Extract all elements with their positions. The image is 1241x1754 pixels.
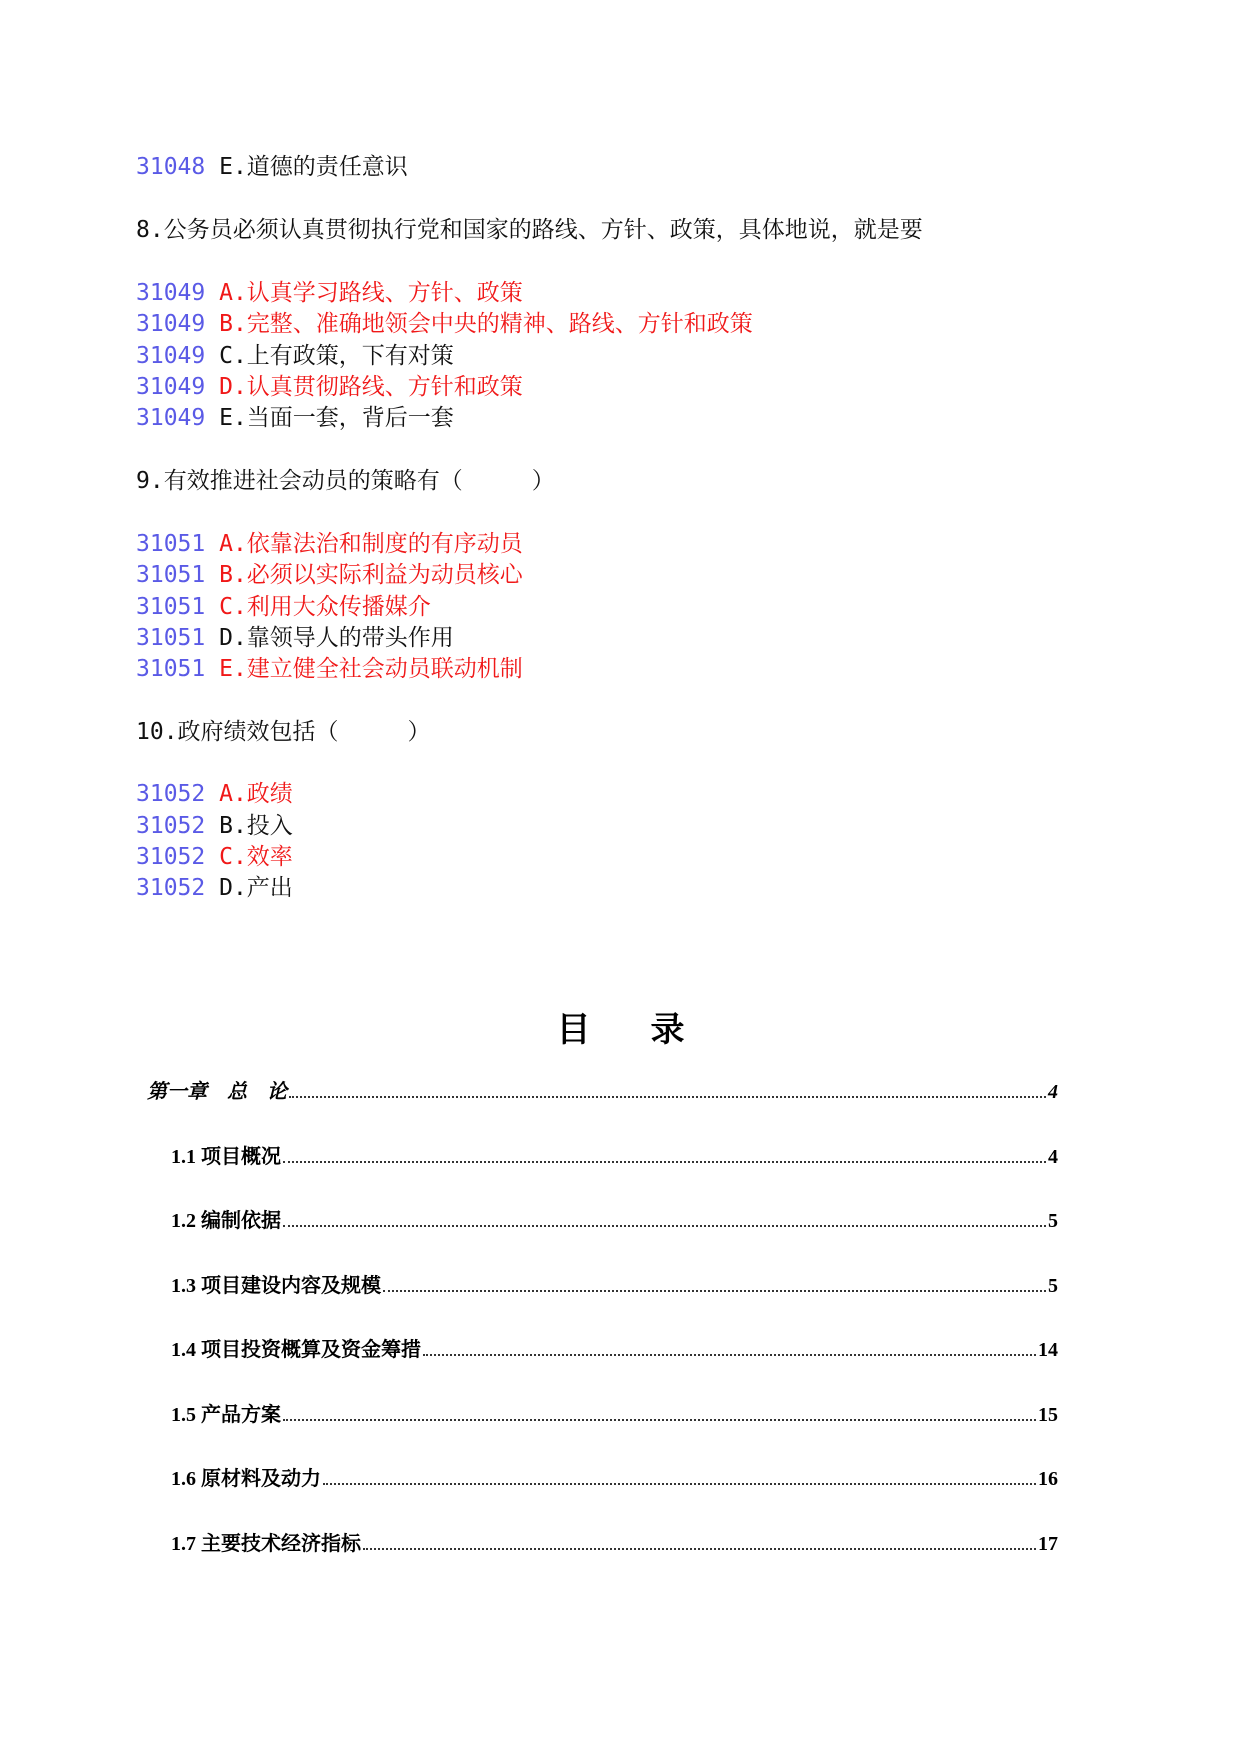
toc-entry-label: 1.4 项目投资概算及资金筹措 [171,1339,421,1361]
option-q8-d [136,371,523,403]
option-q10-b [136,810,293,842]
option-q7-e [136,151,408,183]
toc-entry-1-5[interactable] [171,1397,1058,1427]
question-code: 31049 [136,374,206,400]
option-text: D.靠领导人的带头作用 [219,625,454,651]
option-text: D.认真贯彻路线、方针和政策 [219,374,523,400]
toc-entry-1-2[interactable] [171,1203,1058,1233]
option-text: D.产出 [219,875,293,901]
toc-dot-leader [323,1482,1036,1485]
option-text: E.建立健全社会动员联动机制 [219,656,523,682]
option-q8-e [136,402,454,434]
toc-entry-label: 1.1 项目概况 [171,1146,281,1168]
toc-title [0,1002,1241,1051]
option-text: B.投入 [219,813,293,839]
question-code: 31049 [136,311,206,337]
option-q9-d [136,622,454,654]
option-q10-c [136,841,293,873]
toc-entry-1-4[interactable] [171,1332,1058,1362]
option-q8-a [136,277,523,309]
option-text: C.效率 [219,844,293,870]
question-code: 31051 [136,656,206,682]
question-code: 31052 [136,781,206,807]
toc-entry-label: 1.2 编制依据 [171,1210,281,1232]
option-text: E.当面一套，背后一套 [219,405,454,431]
toc-dot-leader [383,1289,1046,1292]
toc-entry-1-6[interactable] [171,1461,1058,1491]
toc-entry-chapter-1[interactable] [147,1074,1058,1104]
option-q9-b [136,559,523,591]
toc-entry-label: 第一章 总 论 [147,1081,287,1103]
toc-page-number: 5 [1048,1275,1058,1297]
toc-entry-label: 1.6 原材料及动力 [171,1468,321,1490]
toc-entry-label: 1.7 主要技术经济指标 [171,1533,361,1555]
question-8-stem: 8.公务员必须认真贯彻执行党和国家的路线、方针、政策，具体地说，就是要 [136,217,923,243]
toc-dot-leader [363,1547,1036,1550]
toc-entry-1-1[interactable] [171,1139,1058,1169]
question-code: 31049 [136,343,206,369]
option-text: E.道德的责任意识 [219,154,408,180]
toc-title-char-2: 录 [650,1010,685,1050]
option-text: A.依靠法治和制度的有序动员 [219,531,523,557]
question-code: 31048 [136,154,206,180]
toc-page-number: 17 [1038,1533,1058,1555]
toc-entry-label: 1.3 项目建设内容及规模 [171,1275,381,1297]
option-text: C.利用大众传播媒介 [219,594,431,620]
question-9-stem: 9.有效推进社会动员的策略有（ ） [136,468,555,494]
option-q9-c [136,591,431,623]
option-text: C.上有政策，下有对策 [219,343,454,369]
question-code: 31052 [136,813,206,839]
toc-page-number: 16 [1038,1468,1058,1490]
question-code: 31049 [136,405,206,431]
toc-page-number: 15 [1038,1404,1058,1426]
option-q8-c [136,340,454,372]
toc-dot-leader [289,1095,1046,1098]
toc-page-number: 4 [1048,1081,1058,1103]
option-q10-a [136,778,293,810]
question-code: 31049 [136,280,206,306]
option-q9-e [136,653,523,685]
option-q9-a [136,528,523,560]
toc-page-number: 14 [1038,1339,1058,1361]
question-code: 31051 [136,594,206,620]
question-code: 31052 [136,844,206,870]
option-text: A.政绩 [219,781,293,807]
option-text: B.完整、准确地领会中央的精神、路线、方针和政策 [219,311,753,337]
toc-entry-1-7[interactable] [171,1526,1058,1556]
question-code: 31051 [136,625,206,651]
toc-entry-label: 1.5 产品方案 [171,1404,281,1426]
toc-dot-leader [423,1353,1036,1356]
question-code: 31051 [136,562,206,588]
question-code: 31052 [136,875,206,901]
toc-dot-leader [283,1418,1036,1421]
toc-page-number: 5 [1048,1210,1058,1232]
toc-dot-leader [283,1224,1046,1227]
question-10-stem: 10.政府绩效包括（ ） [136,719,431,745]
option-q10-d [136,872,293,904]
option-text: A.认真学习路线、方针、政策 [219,280,523,306]
option-q8-b [136,308,753,340]
toc-entry-1-3[interactable] [171,1268,1058,1298]
toc-dot-leader [283,1160,1046,1163]
toc-page-number: 4 [1048,1146,1058,1168]
question-code: 31051 [136,531,206,557]
toc-title-char-1: 目 [556,1010,591,1050]
option-text: B.必须以实际利益为动员核心 [219,562,523,588]
